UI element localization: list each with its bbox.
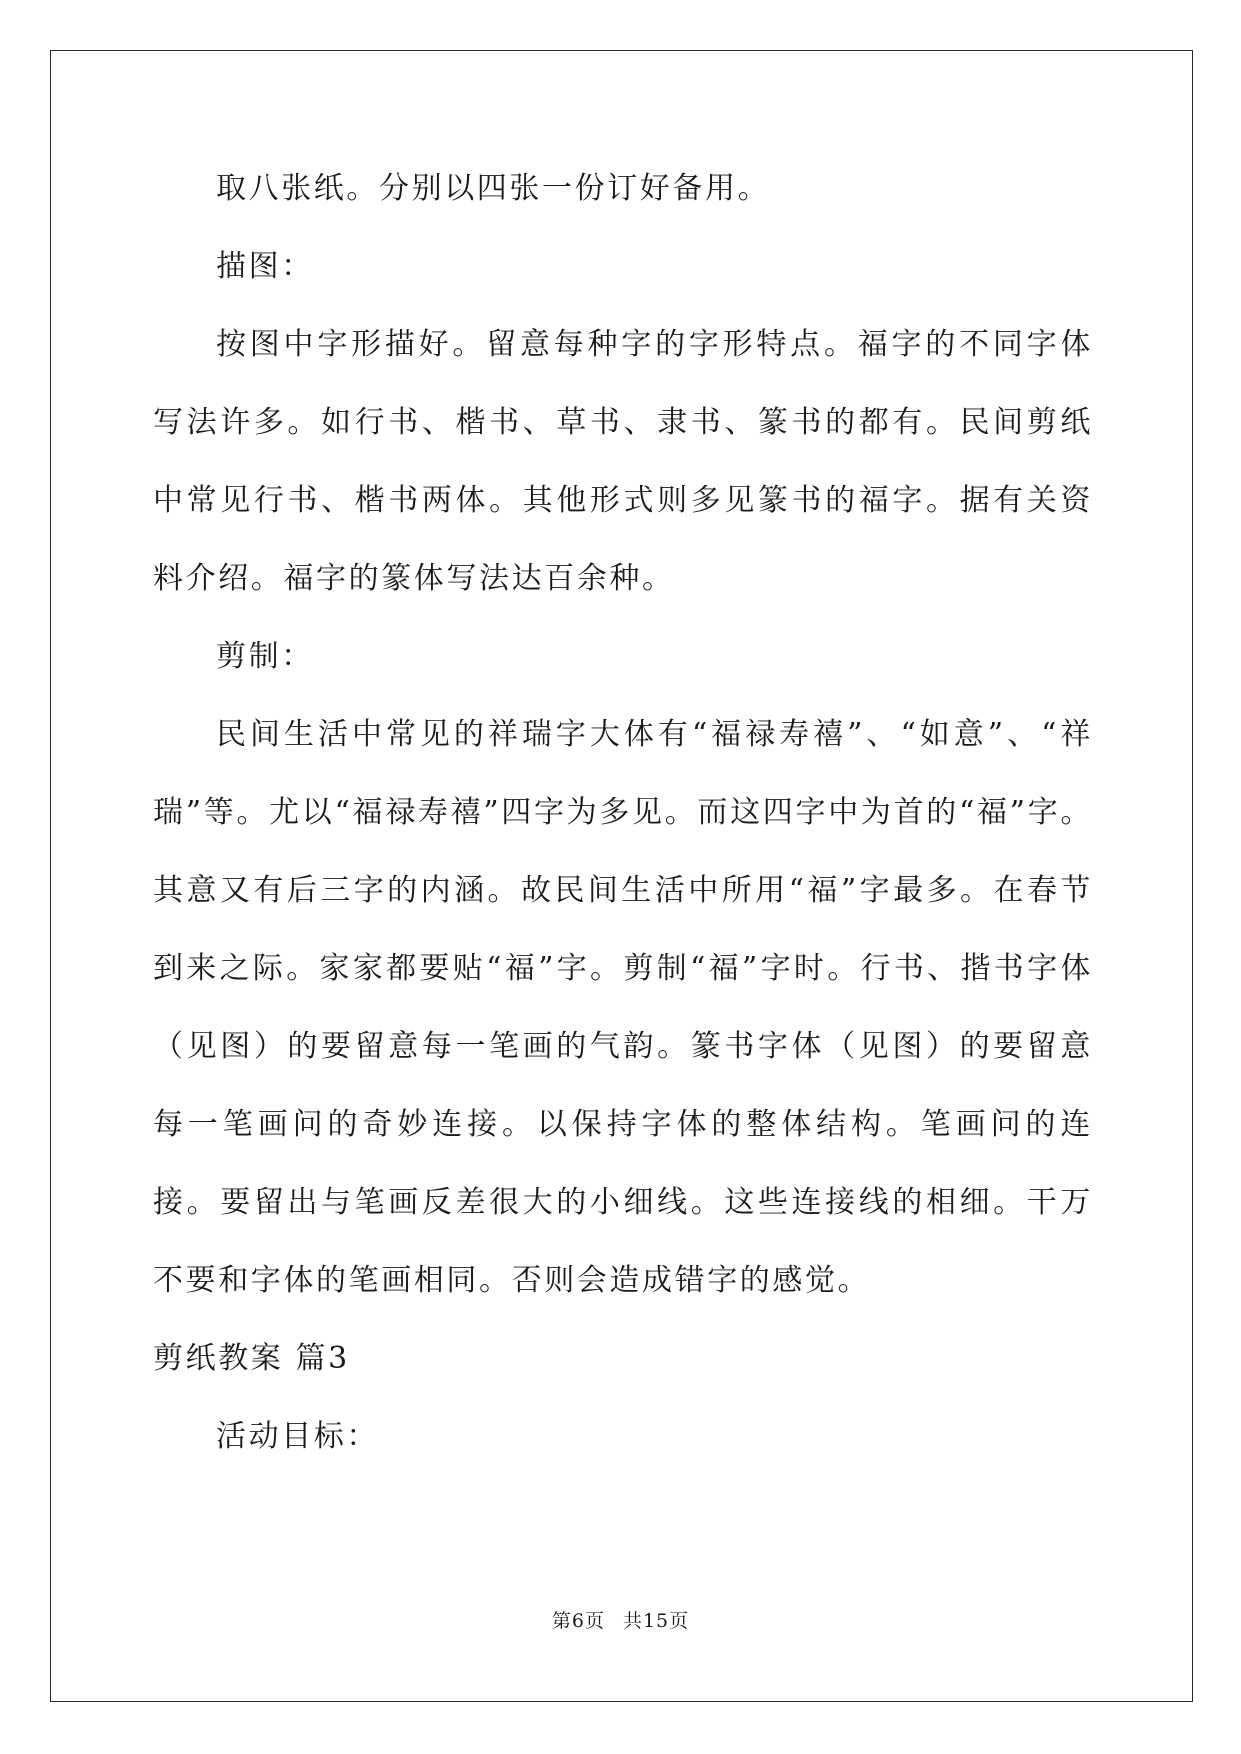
page-total: 共15页 xyxy=(622,1610,690,1632)
paragraph: 民间生活中常见的祥瑞字大体有“福禄寿禧”、“如意”、“祥瑞”等。尤以“福禄寿禧”四字为多见。而这四字中为首的“福”字。其意又有后三字的内涵。故民间生活中所用“福”字最多。在春节到来之际。家家都要贴“福”字。剪制“福”字时。行书、揩书字体（见图）的要留意每一笔画的气韵。篆书字体（见图）的要留意每一笔画问的奇妙连接。以保持字体的整体结构。笔画问的连接。要留出与笔画反差很大的小细线。这些连接线的相细。干万不要和字体的笔画相同。否则会造成错字的感觉。 xyxy=(153,717,1093,1298)
paragraph: 取八张纸。分别以四张一份订好备用。 xyxy=(216,171,771,206)
page-number: 第6页 xyxy=(551,1610,605,1632)
paragraph: 按图中字形描好。留意每种字的字形特点。福字的不同字体写法许多。如行书、楷书、草书、隶书、篆书的都有。民间剪纸中常见行书、楷书两体。其他形式则多见篆书的福字。据有关资料介绍。福字的篆体写法达百余种。 xyxy=(153,327,1093,596)
subheading-draw: 描图： xyxy=(216,249,314,284)
subheading-goals: 活动目标： xyxy=(216,1419,379,1454)
page-footer xyxy=(0,1606,1241,1633)
subheading-cut: 剪制： xyxy=(216,639,314,674)
section-heading: 剪纸教案 篇3 xyxy=(153,1341,350,1376)
document-body xyxy=(153,150,1093,1476)
